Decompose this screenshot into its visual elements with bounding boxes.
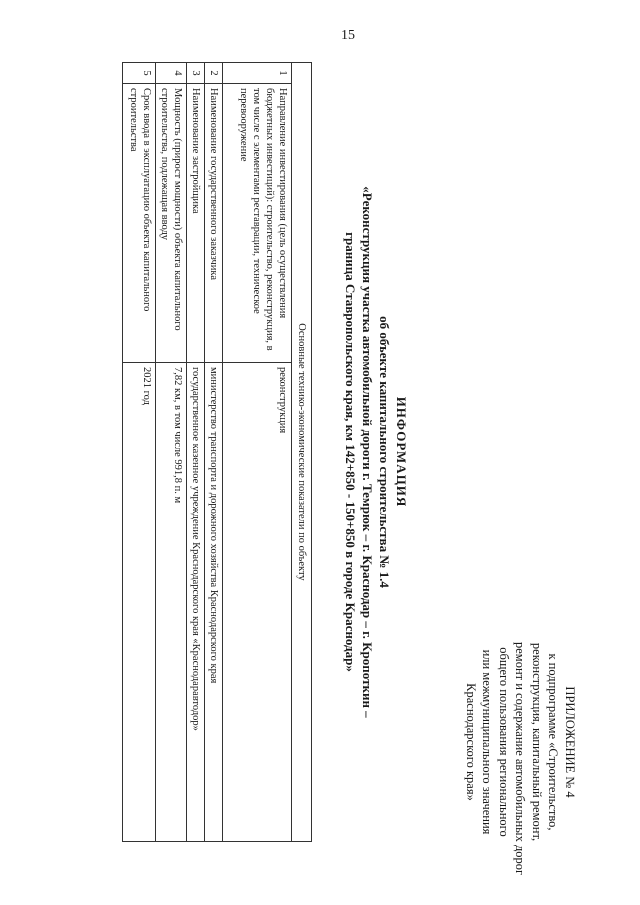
object-name-line: «Реконструкция участка автомобильной дороги г. Темрюк – г. Краснодар – г. Кропоткин –	[360, 186, 375, 718]
indicators-table	[122, 62, 312, 842]
table-row	[223, 63, 292, 842]
appendix-line: ПРИЛОЖЕНИЕ № 4	[563, 686, 577, 798]
table-row	[187, 63, 205, 842]
row-label: Мощность (прирост мощности) объекта капитального строительства, подлежащая вводу	[156, 84, 187, 363]
row-label: Наименование застройщика	[187, 84, 205, 363]
page-number: 15	[341, 28, 355, 43]
table-row	[123, 63, 156, 842]
object-name-line: граница Ставропольского края, км 142+850 - 150+850 в городе Краснодар»	[343, 232, 358, 672]
row-value: министерство транспорта и дорожного хозяйства Краснодарского края	[205, 363, 223, 842]
table-header: Основные технико-экономические показатели по объекту	[292, 63, 312, 842]
row-value: реконструкция	[223, 363, 292, 842]
table-row	[156, 63, 187, 842]
row-label: Наименование государственного заказчика	[205, 84, 223, 363]
appendix-line: реконструкция, капитальный ремонт,	[530, 642, 544, 842]
table-header-row	[292, 63, 312, 842]
appendix-line: или межмуниципального значения	[480, 649, 495, 835]
row-value: 2021 год	[123, 363, 156, 842]
row-number: 3	[187, 63, 205, 84]
appendix-line: общего пользования регионального	[497, 647, 511, 837]
appendix-line: ремонт и содержание автомобильных дорог	[513, 642, 528, 876]
row-number: 5	[123, 63, 156, 84]
appendix-line: Краснодарского края»	[464, 683, 478, 801]
appendix-line: к подпрограмме «Строительство,	[546, 653, 561, 831]
table-row	[205, 63, 223, 842]
row-number: 1	[223, 63, 292, 84]
appendix-block	[463, 642, 579, 876]
rotated-page-content	[40, 62, 600, 876]
row-number: 4	[156, 63, 187, 84]
row-label: Направление инвестирования (цель осуществления бюджетных инвестиций): строительство, реконструкция, в том числе с элементами реставрации, техническое перевооружение	[223, 84, 292, 363]
row-number: 2	[205, 63, 223, 84]
row-value: государственное казенное учреждение Краснодарского края «Краснодаравтодор»	[187, 363, 205, 842]
document-heading	[342, 62, 410, 842]
document-subtitle: об объекте капитального строительства № 1.4	[377, 316, 392, 588]
row-value: 7,82 км, в том числе 991,8 п. м	[156, 363, 187, 842]
document-title: ИНФОРМАЦИЯ	[394, 396, 409, 508]
row-label: Срок ввода в эксплуатацию объекта капитального строительства	[123, 84, 156, 363]
